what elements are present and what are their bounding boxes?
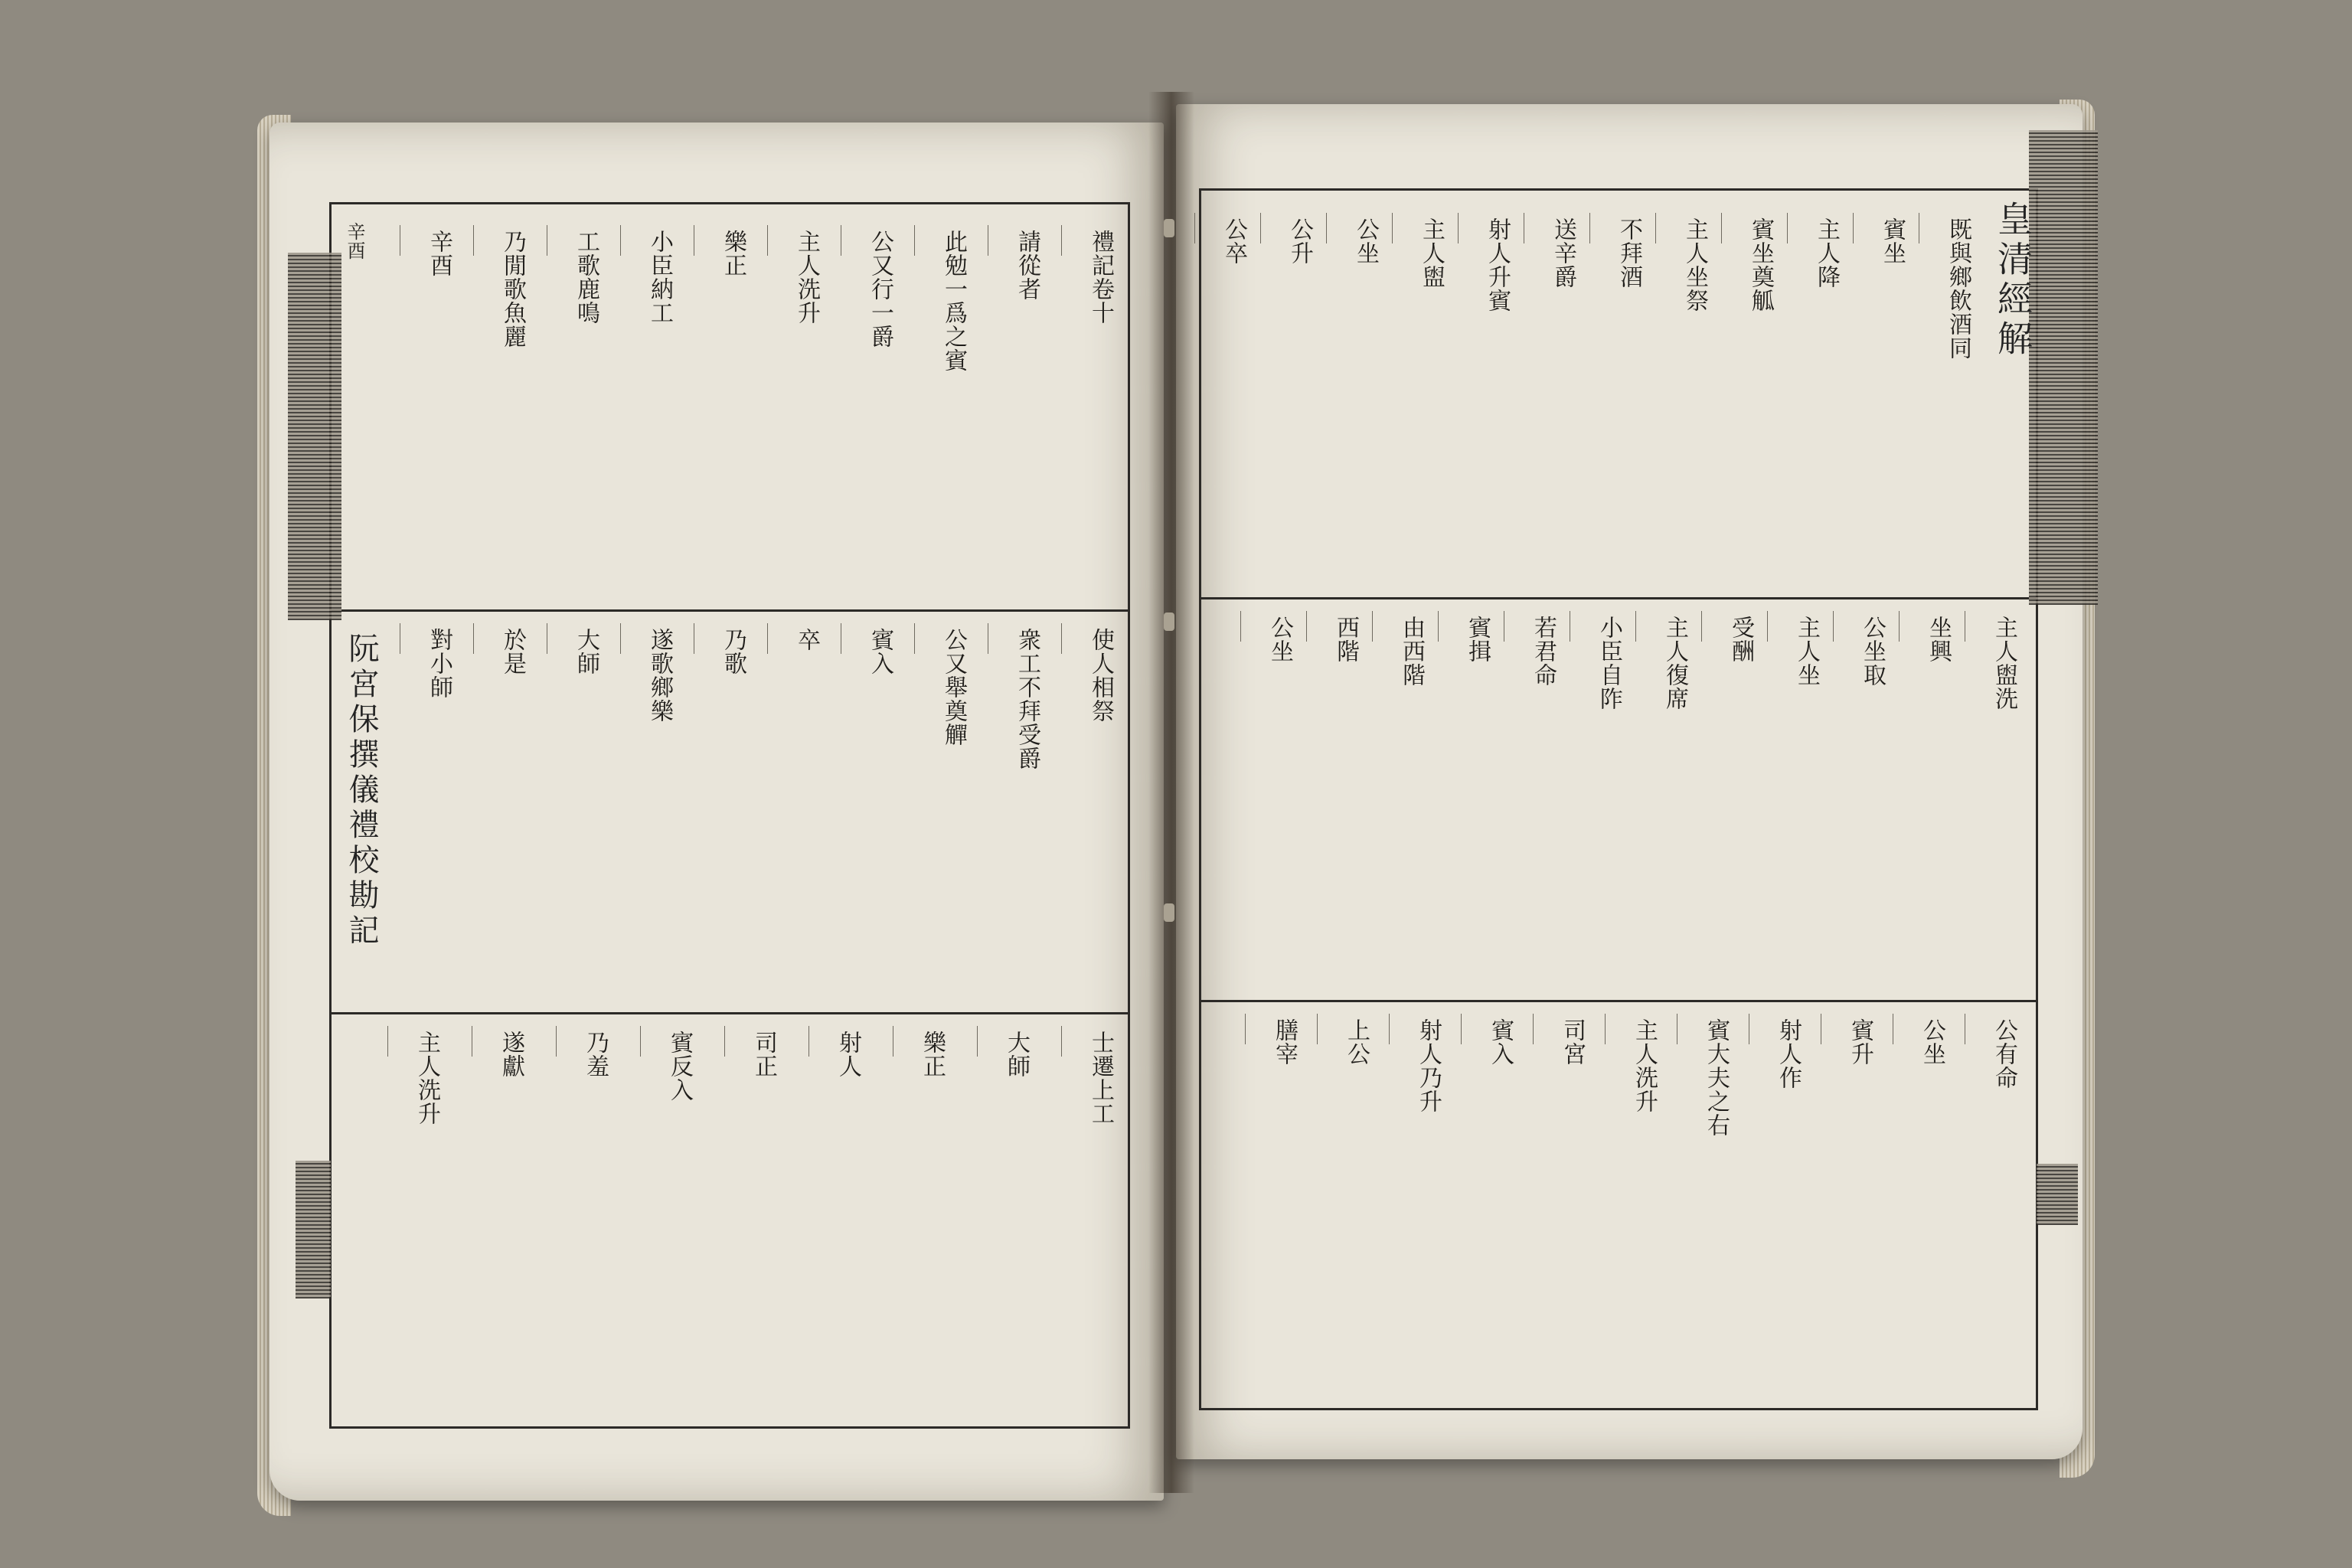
text-column: 賓反入 bbox=[666, 1031, 693, 1102]
marginal-smudge bbox=[288, 253, 341, 620]
text-column: 射人乃升 bbox=[1415, 1018, 1442, 1113]
text-column: 公坐 bbox=[1266, 616, 1293, 663]
column-rule bbox=[1317, 1014, 1318, 1044]
column-rule bbox=[556, 1026, 557, 1057]
text-column: 小臣納工 bbox=[646, 230, 673, 325]
text-column: 主人洗升 bbox=[1631, 1018, 1658, 1113]
column-rule bbox=[1701, 611, 1702, 642]
right-text-frame bbox=[1199, 188, 2038, 1410]
text-column: 既與鄉飲酒同 bbox=[1945, 217, 1971, 360]
column-rule bbox=[1787, 213, 1788, 243]
text-column: 公又舉奠觶 bbox=[940, 628, 967, 746]
column-rule bbox=[1438, 611, 1439, 642]
text-column: 樂正 bbox=[919, 1031, 946, 1078]
text-column: 主人洗升 bbox=[793, 230, 820, 325]
text-column: 此勉一爲之賓 bbox=[940, 230, 967, 372]
text-column: 禮記卷十 bbox=[1087, 230, 1114, 325]
text-column: 主人盥 bbox=[1418, 217, 1445, 289]
right-running-title: 皇清經解 bbox=[1992, 201, 2034, 360]
marginal-smudge bbox=[296, 1161, 331, 1298]
column-rule bbox=[1458, 213, 1459, 243]
column-rule bbox=[1061, 225, 1062, 256]
column-rule bbox=[1721, 213, 1722, 243]
left-margin-label: 阮宮保撰儀禮校勘記 bbox=[344, 632, 379, 949]
binding-thread bbox=[1164, 903, 1174, 922]
column-rule bbox=[1372, 611, 1373, 642]
text-column: 請從者 bbox=[1014, 230, 1040, 301]
text-column: 大師 bbox=[1003, 1031, 1030, 1078]
text-column: 於是 bbox=[499, 628, 526, 675]
text-column: 受酬 bbox=[1727, 616, 1754, 663]
text-column: 工歌鹿鳴 bbox=[573, 230, 599, 325]
column-rule bbox=[724, 1026, 725, 1057]
text-column: 主人坐祭 bbox=[1681, 217, 1708, 312]
text-column: 卒 bbox=[793, 628, 820, 652]
column-rule bbox=[1589, 213, 1590, 243]
text-column: 公又行一爵 bbox=[867, 230, 893, 348]
text-column: 大師 bbox=[573, 628, 599, 675]
text-column: 對小師 bbox=[426, 628, 452, 699]
text-column: 小臣自阼 bbox=[1596, 616, 1622, 710]
column-rule bbox=[767, 623, 768, 654]
text-column: 乃羞 bbox=[582, 1031, 609, 1078]
column-rule bbox=[1260, 213, 1261, 243]
right-register-divider bbox=[1199, 1000, 2038, 1002]
text-column: 使人相祭 bbox=[1087, 628, 1114, 723]
column-rule bbox=[1326, 213, 1327, 243]
text-column: 西階 bbox=[1332, 616, 1359, 663]
text-column: 主人盥洗 bbox=[1991, 616, 2017, 710]
text-column: 公坐 bbox=[1352, 217, 1379, 265]
column-rule bbox=[1306, 611, 1307, 642]
text-column: 遂歌鄉樂 bbox=[646, 628, 673, 723]
text-column: 辛酉 bbox=[426, 230, 452, 277]
column-rule bbox=[1240, 611, 1241, 642]
column-rule bbox=[914, 225, 915, 256]
column-rule bbox=[1533, 1014, 1534, 1044]
column-rule bbox=[387, 1026, 388, 1057]
text-column: 射人 bbox=[835, 1031, 861, 1078]
text-column: 不拜酒 bbox=[1615, 217, 1642, 289]
text-column: 主人復席 bbox=[1661, 616, 1688, 710]
column-rule bbox=[1245, 1014, 1246, 1044]
column-rule bbox=[1392, 213, 1393, 243]
text-column: 公卒 bbox=[1220, 217, 1247, 265]
text-column: 賓入 bbox=[1487, 1018, 1514, 1066]
column-rule bbox=[1194, 213, 1195, 243]
text-column: 主人洗升 bbox=[413, 1031, 440, 1125]
column-rule bbox=[977, 1026, 978, 1057]
column-rule bbox=[1605, 1014, 1606, 1044]
column-rule bbox=[808, 1026, 809, 1057]
text-column: 司正 bbox=[750, 1031, 777, 1078]
column-rule bbox=[914, 623, 915, 654]
text-column: 賓坐奠觚 bbox=[1747, 217, 1774, 312]
text-column: 由西階 bbox=[1398, 616, 1425, 687]
column-rule bbox=[1767, 611, 1768, 642]
text-column: 賓坐 bbox=[1879, 217, 1906, 265]
column-rule bbox=[1833, 611, 1834, 642]
text-column: 若君命 bbox=[1530, 616, 1557, 687]
text-column: 射人作 bbox=[1775, 1018, 1802, 1089]
text-column: 乃閒歌魚麗 bbox=[499, 230, 526, 348]
text-column: 主人坐 bbox=[1793, 616, 1820, 687]
text-column: 射人升賓 bbox=[1484, 217, 1511, 312]
text-column: 公有命 bbox=[1991, 1018, 2017, 1089]
text-column: 上公 bbox=[1343, 1018, 1370, 1066]
column-rule bbox=[473, 225, 474, 256]
text-column: 公升 bbox=[1286, 217, 1313, 265]
left-text-frame bbox=[329, 202, 1130, 1429]
text-column: 主人降 bbox=[1813, 217, 1840, 289]
column-rule bbox=[620, 225, 621, 256]
text-column: 公坐取 bbox=[1859, 616, 1886, 687]
column-rule bbox=[640, 1026, 641, 1057]
column-rule bbox=[620, 623, 621, 654]
text-column: 送辛爵 bbox=[1550, 217, 1576, 289]
column-rule bbox=[1061, 1026, 1062, 1057]
text-column: 膳宰 bbox=[1271, 1018, 1298, 1066]
text-column: 坐興 bbox=[1925, 616, 1952, 663]
column-rule bbox=[1655, 213, 1656, 243]
binding-thread bbox=[1164, 219, 1174, 237]
column-rule bbox=[1899, 611, 1900, 642]
text-column: 衆工不拜受爵 bbox=[1014, 628, 1040, 770]
text-column: 司宮 bbox=[1559, 1018, 1586, 1066]
column-rule bbox=[1061, 623, 1062, 654]
text-column: 乃歌 bbox=[720, 628, 746, 675]
column-rule bbox=[1461, 1014, 1462, 1044]
marginal-smudge bbox=[2037, 1164, 2078, 1225]
text-column: 賓入 bbox=[867, 628, 893, 675]
text-column: 遂獻 bbox=[498, 1031, 524, 1078]
text-column: 賓大夫之右 bbox=[1703, 1018, 1730, 1137]
left-register-divider bbox=[329, 609, 1130, 612]
text-column: 樂正 bbox=[720, 230, 746, 277]
column-rule bbox=[1853, 213, 1854, 243]
left-closing-label: 辛酉 bbox=[344, 222, 365, 260]
text-column: 公坐 bbox=[1919, 1018, 1945, 1066]
book-spine-shadow bbox=[1148, 92, 1194, 1493]
text-column: 賓升 bbox=[1847, 1018, 1873, 1066]
column-rule bbox=[1389, 1014, 1390, 1044]
marginal-smudge bbox=[2029, 130, 2098, 605]
column-rule bbox=[1635, 611, 1636, 642]
left-register-divider bbox=[329, 1012, 1130, 1014]
text-column: 賓揖 bbox=[1464, 616, 1491, 663]
right-register-divider bbox=[1199, 597, 2038, 599]
text-column: 士遷上工 bbox=[1087, 1031, 1114, 1125]
column-rule bbox=[473, 623, 474, 654]
column-rule bbox=[767, 225, 768, 256]
binding-thread bbox=[1164, 612, 1174, 631]
